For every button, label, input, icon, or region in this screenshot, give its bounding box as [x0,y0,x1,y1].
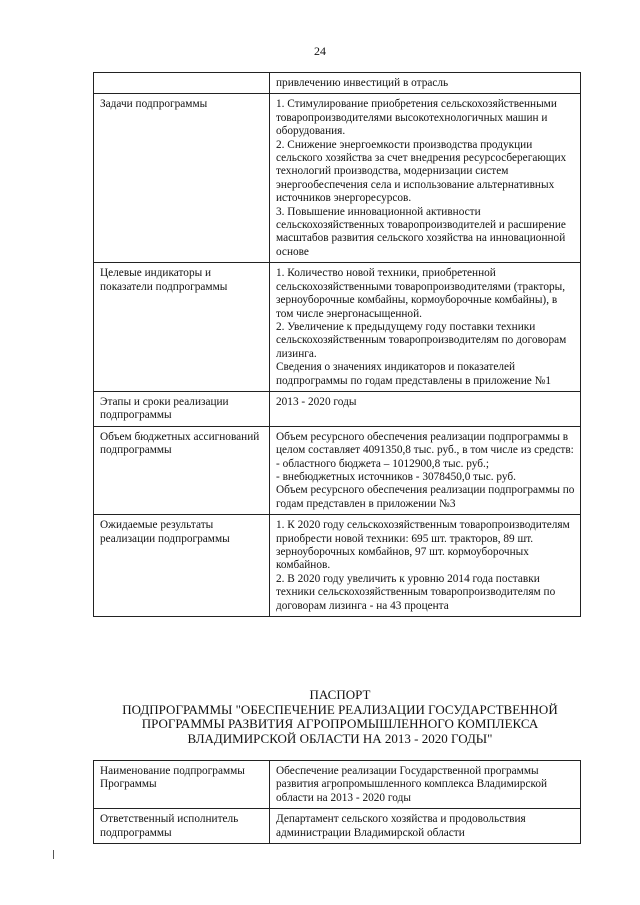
table-row [94,809,581,844]
row-label-name: Наименование подпрограммы Программы [94,761,270,809]
row-value-indicators: 1. Количество новой техники, приобретенной сельскохозяйственными товаропроизводителями (тракторы, зерноуборочные комбайны, кормоуборочные комбайны), в том числе энергонасыщенной. 2. Увеличение к предыдущему году поставки техники сельскохозяйственным товаропроизводителям по договорам лизинга. Сведения о значениях индикаторов и показателей подпрограммы по годам представлены в приложение №1 [270,263,581,392]
table-row [94,94,581,263]
row-value-stages: 2013 - 2020 годы [270,391,581,426]
row-value-tasks: 1. Стимулирование приобретения сельскохозяйственными товаропроизводителями высокотехнологичных машин и оборудования. 2. Снижение энергоемкости производства продукции сельского хозяйства за счет внедрения ресурсосберегающих технологий производства, модернизации систем энергообеспечения села и использование альтернативных источников энергоресурсов. 3. Повышение инновационной активности сельскохозяйственных товаропроизводителей и расширение масштабов развития сельского хозяйства на инновационной основе [270,94,581,263]
row-value-executor: Департамент сельского хозяйства и продовольствия администрации Владимирской области [270,809,581,844]
heading-line: ВЛАДИМИРСКОЙ ОБЛАСТИ НА 2013 - 2020 ГОДЫ" [187,730,493,746]
row-label-executor: Ответственный исполнитель подпрограммы [94,809,270,844]
table-row [94,761,581,809]
table-row [94,263,581,392]
row-label-tasks: Задачи подпрограммы [94,94,270,263]
row-label-stages: Этапы и сроки реализации подпрограммы [94,391,270,426]
continuation-cell: привлечению инвестиций в отрасль [270,73,581,94]
passport-table-main [93,72,581,617]
heading-line: ПОДПРОГРАММЫ "ОБЕСПЕЧЕНИЕ РЕАЛИЗАЦИИ ГОСУДАРСТВЕННОЙ [122,701,558,717]
row-value-results: 1. К 2020 году сельскохозяйственным товаропроизводителям приобрести новой техники: 695 шт. тракторов, 89 шт. зерноуборочных комбайнов, 97 шт. кормоуборочных комбайнов. 2. В 2020 году увеличить к уровню 2014 года поставки техники сельскохозяйственным товаропроизводителям по договорам лизинга - на 43 процента [270,515,581,617]
row-label-budget: Объем бюджетных ассигнований подпрограммы [94,426,270,514]
margin-mark [53,850,54,859]
passport-table-subprogram [93,760,581,844]
table-row [94,515,581,617]
passport-heading [60,688,620,746]
heading-line: ПРОГРАММЫ РАЗВИТИЯ АГРОПРОМЫШЛЕННОГО КОМПЛЕКСА [141,716,539,731]
row-label-results: Ожидаемые результаты реализации подпрограммы [94,515,270,617]
table-row [94,73,581,94]
table-row [94,426,581,514]
page-number: 24 [314,44,326,58]
heading-line: ПАСПОРТ [309,687,371,702]
table-cell-empty [94,73,270,94]
row-label-indicators: Целевые индикаторы и показатели подпрограммы [94,263,270,392]
table-row [94,391,581,426]
row-value-budget: Объем ресурсного обеспечения реализации подпрограммы в целом составляет 4091350,8 тыс. руб., в том числе из средств: - областного бюджета – 1012900,8 тыс. руб.; - внебюджетных источников - 3078450,0 тыс. руб. Объем ресурсного обеспечения реализации подпрограммы по годам представлен в приложении №3 [270,426,581,514]
row-value-name: Обеспечение реализации Государственной программы развития агропромышленного комплекса Владимирской области на 2013 - 2020 годы [270,761,581,809]
